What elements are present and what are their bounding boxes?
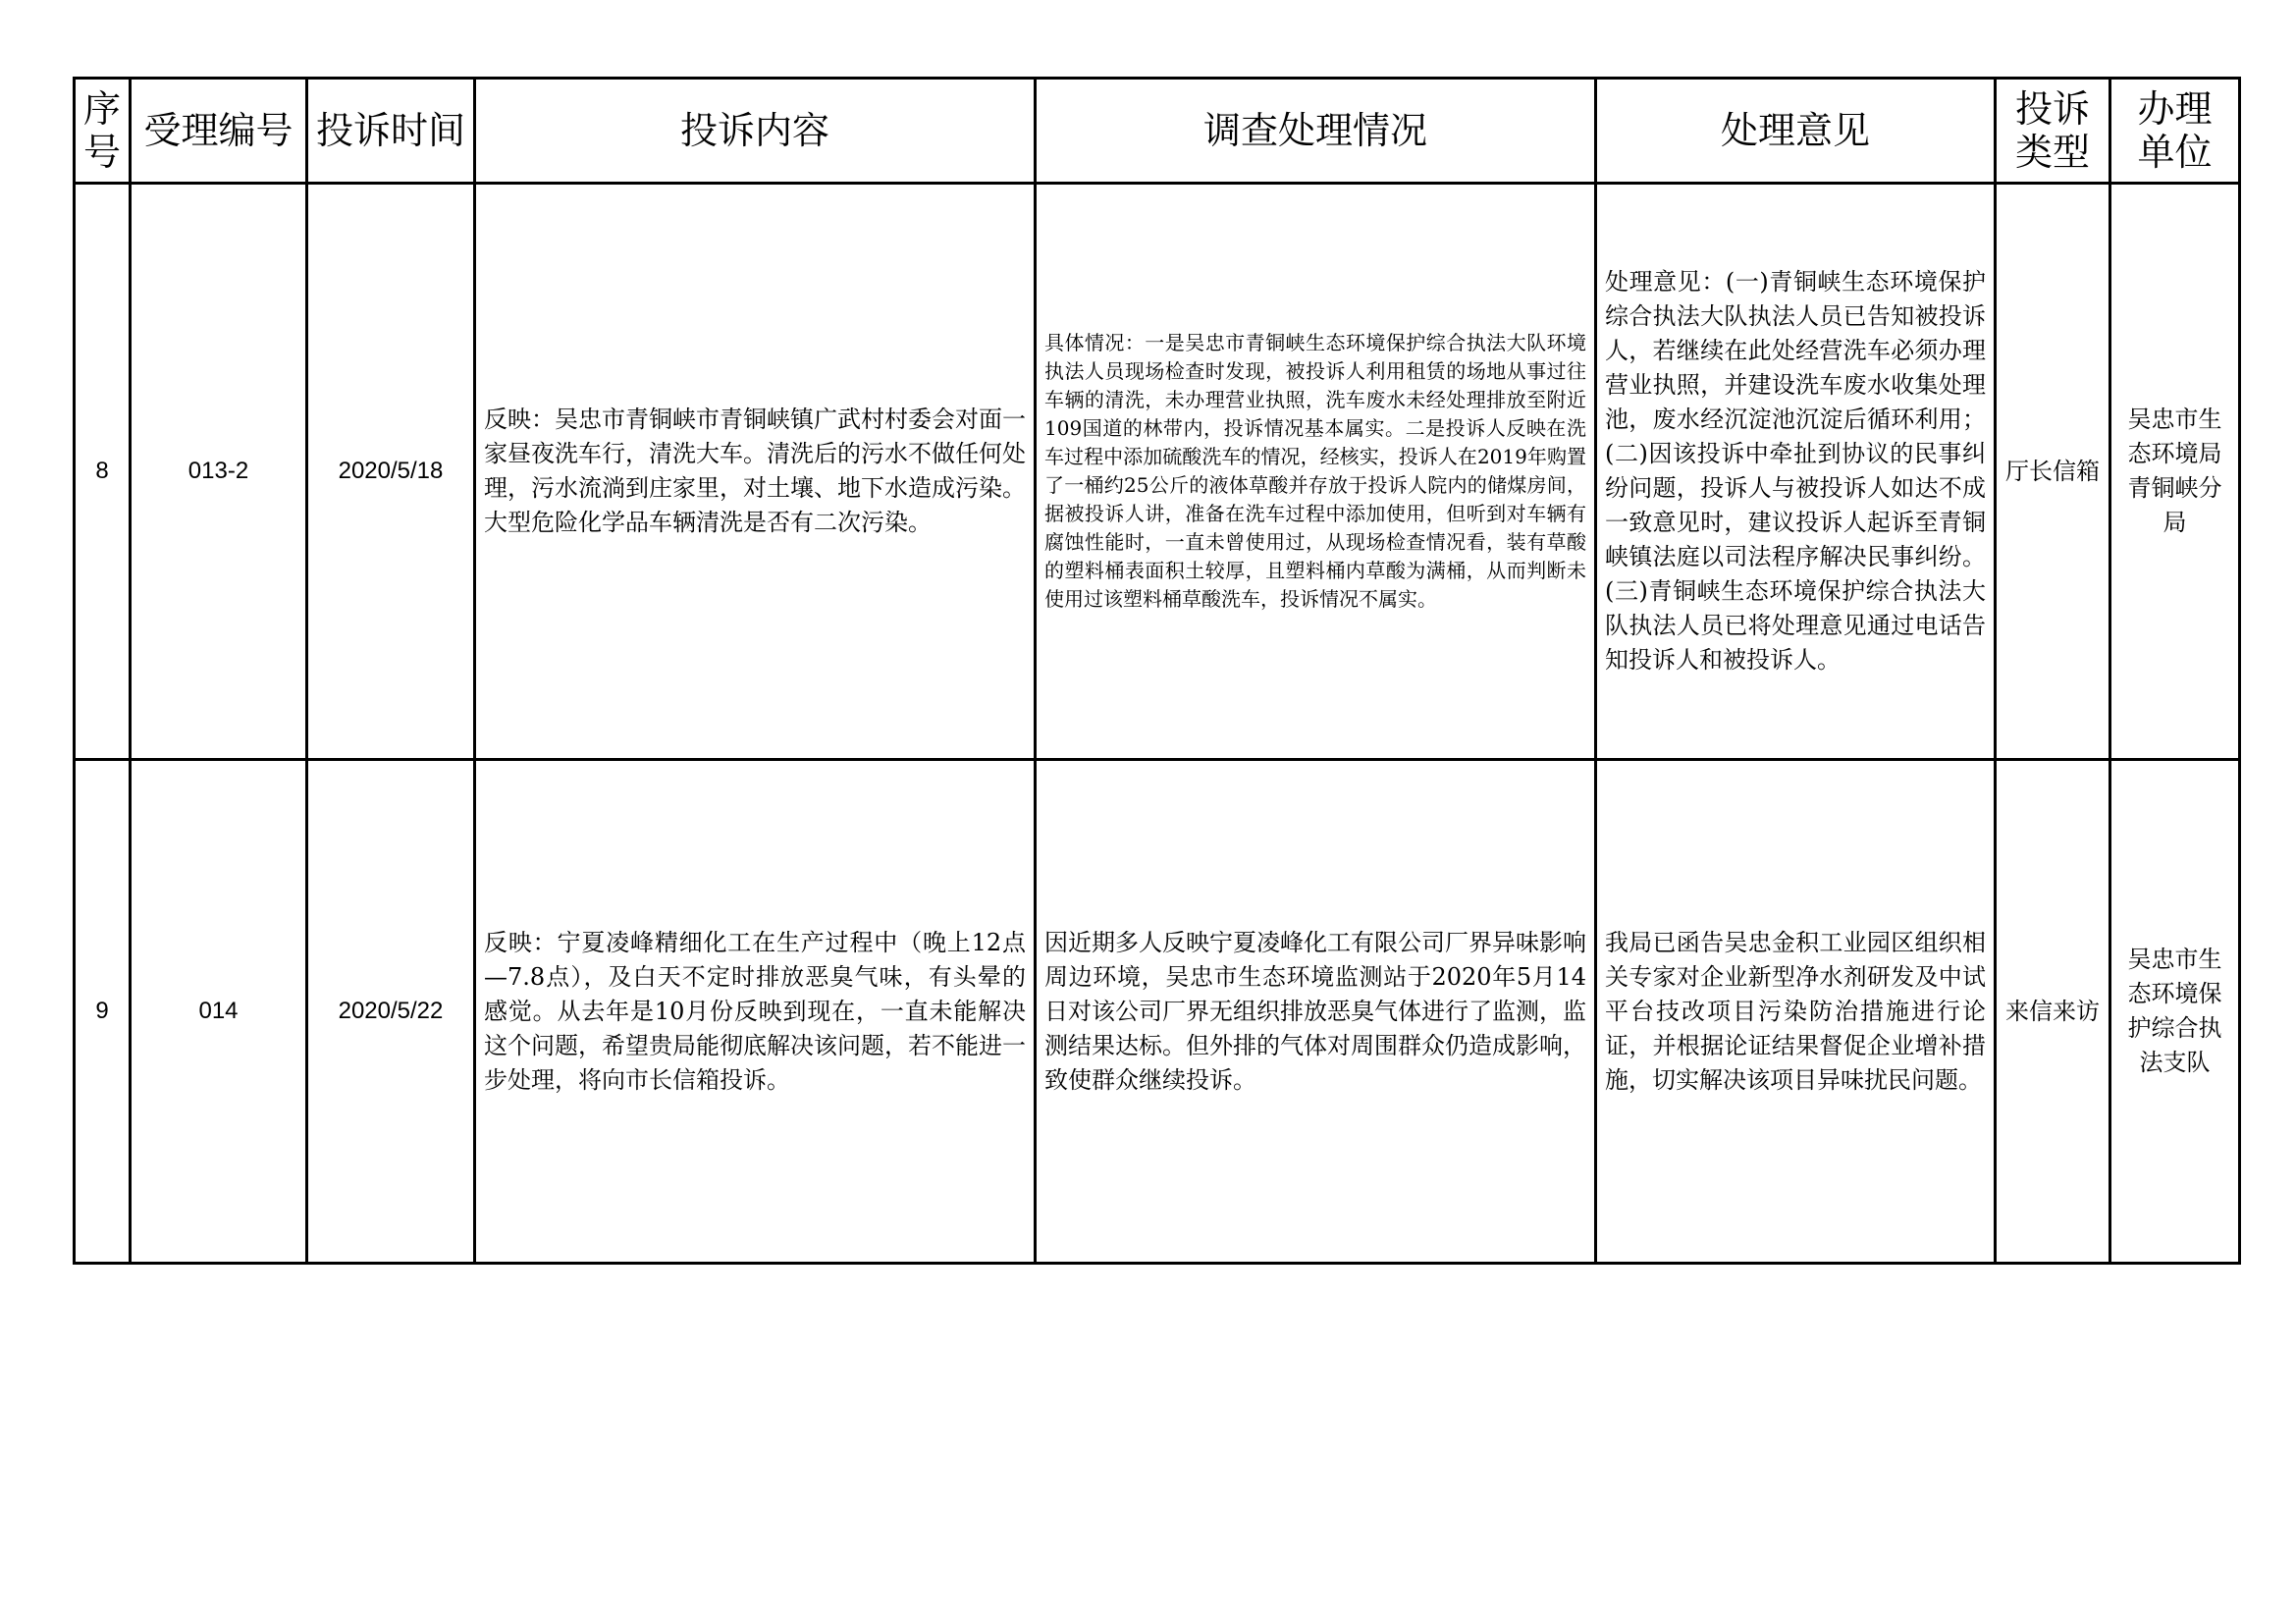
cell-investigation	[1036, 184, 1596, 760]
complaint-content-text: 反映：吴忠市青铜峡市青铜峡镇广武村村委会对面一家昼夜洗车行，清洗大车。清洗后的污水不做任何处理，污水流淌到庄家里，对土壤、地下水造成污染。大型危险化学品车辆清洗是否有二次污染。	[484, 406, 1026, 536]
opinion-text: 处理意见：(一)青铜峡生态环境保护综合执法大队执法人员已告知被投诉人，若继续在此处经营洗车必须办理营业执照，并建设洗车废水收集处理池，废水经沉淀池沉淀后循环利用；(二)因该投诉中牵扯到协议的民事纠纷问题，投诉人与被投诉人如达不成一致意见时，建议投诉人起诉至青铜峡镇法庭以司法程序解决民事纠纷。(三)青铜峡生态环境保护综合执法大队执法人员已将处理意见通过电话告知投诉人和被投诉人。	[1605, 268, 1986, 674]
cell-opinion	[1596, 184, 1996, 760]
cell-complaint-type: 厅长信箱	[1996, 184, 2110, 760]
header-seq: 序号	[75, 79, 131, 184]
table-row	[75, 760, 2240, 1264]
header-opinion: 处理意见	[1596, 79, 1996, 184]
cell-case-no: 013-2	[131, 184, 307, 760]
header-complaint-type: 投诉类型	[1996, 79, 2110, 184]
header-complaint-content: 投诉内容	[475, 79, 1036, 184]
investigation-text: 因近期多人反映宁夏凌峰化工有限公司厂界异味影响周边环境，吴忠市生态环境监测站于2020年5月14日对该公司厂界无组织排放恶臭气体进行了监测，监测结果达标。但外排的气体对周围群众仍造成影响，致使群众继续投诉。	[1044, 928, 1586, 1094]
cell-complaint-content	[475, 184, 1036, 760]
cell-complaint-content	[475, 760, 1036, 1264]
cell-complaint-type: 来信来访	[1996, 760, 2110, 1264]
cell-investigation	[1036, 760, 1596, 1264]
cell-seq: 9	[75, 760, 131, 1264]
table-row	[75, 184, 2240, 760]
cell-opinion	[1596, 760, 1996, 1264]
investigation-text: 具体情况：一是吴忠市青铜峡生态环境保护综合执法大队环境执法人员现场检查时发现，被投诉人利用租赁的场地从事过往车辆的清洗，未办理营业执照，洗车废水未经处理排放至附近109国道的林带内，投诉情况基本属实。二是投诉人反映在洗车过程中添加硫酸洗车的情况，经核实，投诉人在2019年购置了一桶约25公斤的液体草酸并存放于投诉人院内的储煤房间，据被投诉人讲，准备在洗车过程中添加使用，但听到对车辆有腐蚀性能时，一直未曾使用过，从现场检查情况看，装有草酸的塑料桶表面积土较厚，且塑料桶内草酸为满桶，从而判断未使用过该塑料桶草酸洗车，投诉情况不属实。	[1044, 331, 1586, 611]
header-case-no: 受理编号	[131, 79, 307, 184]
cell-complaint-time: 2020/5/22	[307, 760, 475, 1264]
cell-case-no: 014	[131, 760, 307, 1264]
cell-seq: 8	[75, 184, 131, 760]
header-complaint-time: 投诉时间	[307, 79, 475, 184]
complaint-table	[73, 77, 2241, 1265]
cell-handling-unit: 吴忠市生态环境局青铜峡分局	[2110, 184, 2240, 760]
cell-handling-unit: 吴忠市生态环境保护综合执法支队	[2110, 760, 2240, 1264]
cell-complaint-time: 2020/5/18	[307, 184, 475, 760]
header-handling-unit: 办理单位	[2110, 79, 2240, 184]
header-row	[75, 79, 2240, 184]
header-investigation: 调查处理情况	[1036, 79, 1596, 184]
complaint-content-text: 反映：宁夏凌峰精细化工在生产过程中（晚上12点—7.8点），及白天不定时排放恶臭气味，有头晕的感觉。从去年是10月份反映到现在，一直未能解决这个问题，希望贵局能彻底解决该问题，若不能进一步处理，将向市长信箱投诉。	[484, 928, 1026, 1094]
opinion-text: 我局已函告吴忠金积工业园区组织相关专家对企业新型净水剂研发及中试平台技改项目污染防治措施进行论证，并根据论证结果督促企业增补措施，切实解决该项目异味扰民问题。	[1605, 928, 1986, 1094]
